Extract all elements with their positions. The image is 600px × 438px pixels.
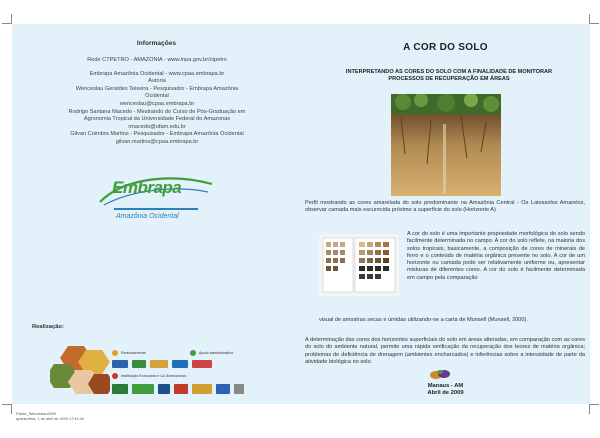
info-line: Embrapa Amazônia Ocidental - www.cpaa.embrapa.br — [89, 70, 225, 77]
realizacao-collage-image — [50, 344, 110, 396]
left-panel — [12, 24, 301, 404]
leaf-ornament-icon — [429, 368, 451, 380]
apoio-bullet-icon — [190, 350, 196, 356]
place: Manaus - AM — [427, 383, 464, 389]
logo-underline — [114, 208, 198, 210]
contact-info — [52, 57, 262, 147]
uea-logo — [174, 384, 188, 394]
inpa-logo — [112, 384, 128, 394]
crop-mark-bottom-left — [2, 404, 12, 414]
ministry-logo — [150, 360, 168, 368]
place-date — [301, 383, 590, 397]
logo-wordmark: Embrapa — [112, 178, 182, 197]
ufam-logo — [158, 384, 170, 394]
info-line: wenceslau@cpaa.embrapa.br — [119, 100, 195, 107]
partner-logo — [192, 384, 212, 394]
info-line: Gilvan Coimbra Martins - Pesquisador - Embrapa Amazônia Ocidental — [70, 131, 244, 138]
funding-logos — [112, 360, 212, 368]
info-line: Rede CTPETRO - AMAZONIA - www.inpa.gov.br/ctpetro — [87, 57, 227, 63]
date: Abril de 2009 — [427, 390, 464, 396]
apoio-label: Apoio administrativo — [199, 351, 234, 355]
logo-subtitle: Amazônia Ocidental — [116, 213, 179, 220]
info-line: Rodrigo Santana Macedo - Mestrando do Curso de Pós-Graduação em — [68, 108, 246, 115]
info-line: Agronomia Tropical da Universidade Federal do Amazonas — [83, 116, 231, 123]
instituicoes-bullet-icon — [112, 373, 118, 379]
apoio-row — [190, 350, 233, 356]
info-line: Wenceslau Geraldes Teixeira - Pesquisador - Embrapa Amazônia — [75, 85, 239, 92]
page-title: A COR DO SOLO — [403, 42, 488, 53]
cnpq-logo — [172, 360, 188, 368]
info-line: Autoria — [148, 78, 166, 85]
soil-profile-photo — [391, 94, 501, 196]
realizacao-label: Realização: — [32, 324, 64, 330]
instituicoes-label: Instituição Executora e Co-Executoras: — [121, 374, 187, 378]
embrapa-small-logo — [132, 384, 154, 394]
info-line: Ocidental — [145, 93, 169, 100]
info-line: rmacedo@ufam.edu.br — [128, 123, 186, 130]
instituicoes-row — [112, 373, 187, 379]
page-subtitle: INTERPRETANDO AS CORES DO SOLO COM A FINALIDADE DE MONITORAR PROCESSOS DE RECUPERAÇÃO EM ÁREAS — [345, 69, 553, 83]
partner-logo — [216, 384, 230, 394]
print-footer — [16, 412, 84, 422]
info-heading: Informações — [136, 40, 177, 47]
fundacao-logo — [192, 360, 212, 368]
crop-mark-bottom-right — [589, 404, 599, 414]
financiamento-bullet-icon — [112, 350, 118, 356]
footer-timestamp: quarta-feira, 1 de abril de 2009 17:41:46 — [16, 417, 84, 421]
info-line: gilvan.martins@cpaa.embrapa.br — [115, 138, 199, 145]
right-panel — [301, 24, 590, 404]
financiamento-label: Financiamento — [121, 351, 146, 355]
body-text-determination: A determinação das cores dos horizontes superficiais do solo em áreas alteradas, em comparação com as cores do solo do ambiente natural, permite uma rápida verificação da recuperação dos teores de matéria orgânica; problemas de deficiência de drenagem (ambientes encharcados) e inferências sobre a intensidade de parte da atividade biológica no solo. — [305, 337, 585, 365]
institution-logos — [112, 384, 244, 394]
body-text-right: A cor do solo é uma importante propriedade morfológica do solo sendo facilmente determinada no campo. A cor do solo reflete, na maioria dos solos tropicais, basicamente, a composição de cores de minerais de ferro e o conteúdo de matéria orgânica presente no solo. A cor de um horizonte ou camada pode ser relativamente uniforme ou, apresentar misturas de diferentes cores. A cor do solo é facilmente determinada em campo pela comparação — [407, 231, 585, 281]
financiamento-row — [112, 350, 146, 356]
petrobras-logo — [132, 360, 146, 368]
body-text-munsell: visual de amostras secas e úmidas utilizando-se a carta de Munsell (Munsell, 2000). — [319, 317, 528, 323]
photo-caption: Perfil mostrando as cores amarelada do solo predominante na Amazônia Central - Os Latossolos Amarelos, observar camada mais escurecida próximo a superfície do solo (Horizonte A) — [305, 200, 585, 213]
embrapa-logo — [96, 172, 216, 232]
partner-logo — [234, 384, 244, 394]
munsell-color-chart-image — [319, 234, 399, 296]
finep-logo — [112, 360, 128, 368]
footer-filename: Folder_Wenceslau2009 — [16, 412, 57, 416]
folder-sheet — [12, 24, 590, 404]
crop-mark-top-left — [2, 14, 12, 24]
crop-mark-top-right — [589, 14, 599, 24]
